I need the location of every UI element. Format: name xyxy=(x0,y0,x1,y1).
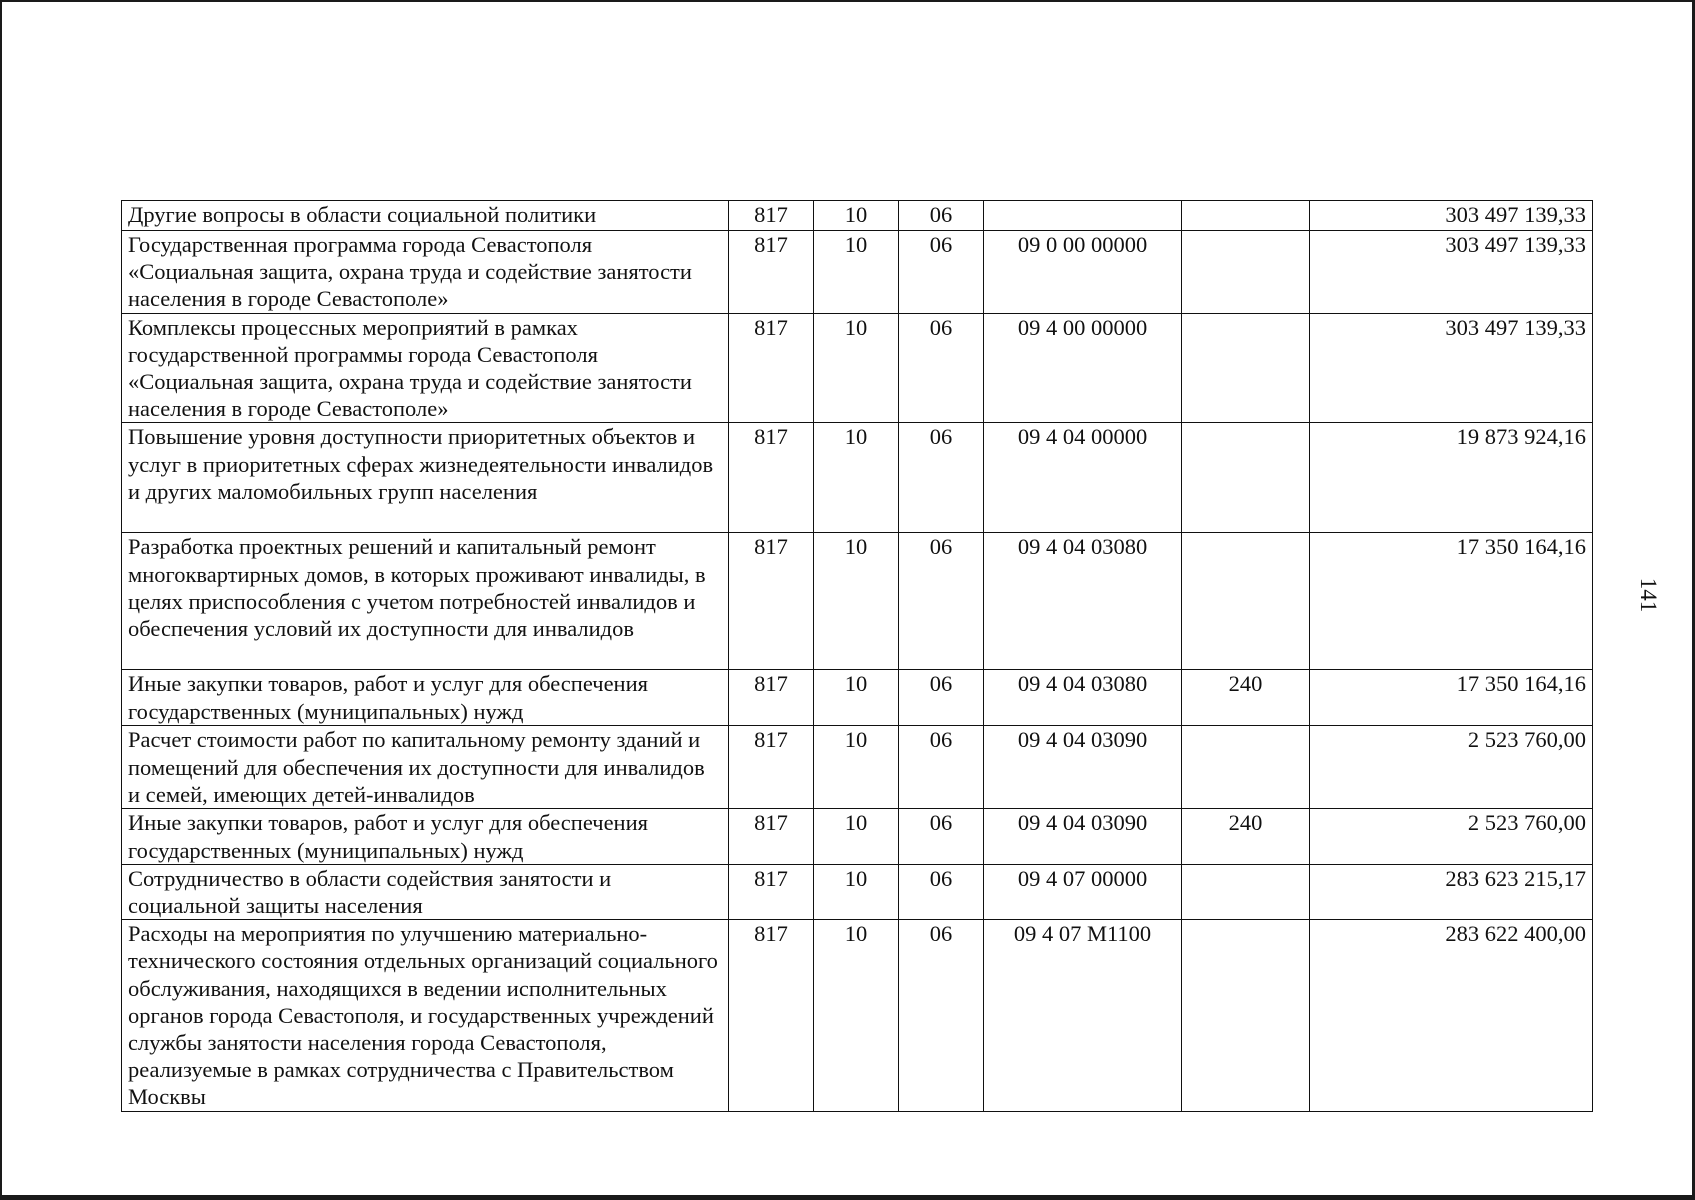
row-pr: 06 xyxy=(899,533,984,670)
row-vr xyxy=(1182,313,1310,423)
row-name: Комплексы процессных мероприятий в рамках государственной программы города Севастополя «Социальная защита, охрана труда и содействие занятости населения в городе Севастополе» xyxy=(122,313,729,423)
row-rz: 10 xyxy=(814,231,899,314)
row-name: Иные закупки товаров, работ и услуг для обеспечения государственных (муниципальных) нужд xyxy=(122,809,729,864)
row-sum: 303 497 139,33 xyxy=(1310,231,1593,314)
row-rz: 10 xyxy=(814,423,899,533)
row-rz: 10 xyxy=(814,670,899,726)
table-row xyxy=(122,920,1593,1112)
table-row xyxy=(122,864,1593,919)
row-pr: 06 xyxy=(899,864,984,919)
row-rz: 10 xyxy=(814,201,899,231)
table-row xyxy=(122,809,1593,864)
row-sum: 2 523 760,00 xyxy=(1310,809,1593,864)
row-vr xyxy=(1182,533,1310,670)
row-pr: 06 xyxy=(899,423,984,533)
row-pr: 06 xyxy=(899,201,984,231)
row-pr: 06 xyxy=(899,920,984,1112)
row-csr: 09 4 04 00000 xyxy=(984,423,1182,533)
row-vr xyxy=(1182,864,1310,919)
row-sum: 283 623 215,17 xyxy=(1310,864,1593,919)
row-ved: 817 xyxy=(729,920,814,1112)
row-pr: 06 xyxy=(899,726,984,809)
row-rz: 10 xyxy=(814,920,899,1112)
row-sum: 303 497 139,33 xyxy=(1310,201,1593,231)
row-ved: 817 xyxy=(729,423,814,533)
table-row xyxy=(122,423,1593,533)
table-row xyxy=(122,670,1593,726)
row-sum: 17 350 164,16 xyxy=(1310,533,1593,670)
row-vr: 240 xyxy=(1182,809,1310,864)
row-vr xyxy=(1182,726,1310,809)
row-sum: 303 497 139,33 xyxy=(1310,313,1593,423)
row-name: Сотрудничество в области содействия занятости и социальной защиты населения xyxy=(122,864,729,919)
budget-table xyxy=(121,200,1593,1112)
row-ved: 817 xyxy=(729,231,814,314)
row-name: Государственная программа города Севастополя «Социальная защита, охрана труда и содействие занятости населения в городе Севастополе» xyxy=(122,231,729,314)
row-csr xyxy=(984,201,1182,231)
scan-edge-top xyxy=(0,0,1695,2)
row-ved: 817 xyxy=(729,809,814,864)
row-csr: 09 4 04 03090 xyxy=(984,809,1182,864)
row-vr: 240 xyxy=(1182,670,1310,726)
row-sum: 17 350 164,16 xyxy=(1310,670,1593,726)
row-csr: 09 4 07 00000 xyxy=(984,864,1182,919)
row-pr: 06 xyxy=(899,670,984,726)
row-vr xyxy=(1182,920,1310,1112)
row-name: Повышение уровня доступности приоритетных объектов и услуг в приоритетных сферах жизнедеятельности инвалидов и других маломобильных групп населения xyxy=(122,423,729,533)
page-number: 141 xyxy=(1636,577,1661,613)
row-name: Расчет стоимости работ по капитальному ремонту зданий и помещений для обеспечения их доступности для инвалидов и семей, имеющих детей-инвалидов xyxy=(122,726,729,809)
row-sum: 283 622 400,00 xyxy=(1310,920,1593,1112)
table-row xyxy=(122,533,1593,670)
row-name: Расходы на мероприятия по улучшению материально-технического состояния отдельных организаций социального обслуживания, находящихся в ведении исполнительных органов города Севастополя, и государственных учреждений службы занятости населения города Севастополя, реализуемые в рамках сотрудничества с Правительством Москвы xyxy=(122,920,729,1112)
row-vr xyxy=(1182,201,1310,231)
row-name: Другие вопросы в области социальной политики xyxy=(122,201,729,231)
row-pr: 06 xyxy=(899,231,984,314)
row-csr: 09 4 07 М1100 xyxy=(984,920,1182,1112)
row-csr: 09 4 04 03090 xyxy=(984,726,1182,809)
row-vr xyxy=(1182,231,1310,314)
row-ved: 817 xyxy=(729,201,814,231)
row-rz: 10 xyxy=(814,726,899,809)
row-csr: 09 4 04 03080 xyxy=(984,533,1182,670)
scan-edge-left xyxy=(0,0,2,1200)
row-ved: 817 xyxy=(729,313,814,423)
row-ved: 817 xyxy=(729,726,814,809)
row-rz: 10 xyxy=(814,533,899,670)
table-row xyxy=(122,313,1593,423)
row-csr: 09 4 00 00000 xyxy=(984,313,1182,423)
row-csr: 09 4 04 03080 xyxy=(984,670,1182,726)
row-ved: 817 xyxy=(729,670,814,726)
row-name: Иные закупки товаров, работ и услуг для обеспечения государственных (муниципальных) нужд xyxy=(122,670,729,726)
row-vr xyxy=(1182,423,1310,533)
row-ved: 817 xyxy=(729,533,814,670)
row-sum: 2 523 760,00 xyxy=(1310,726,1593,809)
row-pr: 06 xyxy=(899,313,984,423)
row-csr: 09 0 00 00000 xyxy=(984,231,1182,314)
row-ved: 817 xyxy=(729,864,814,919)
row-name: Разработка проектных решений и капитальный ремонт многоквартирных домов, в которых проживают инвалиды, в целях приспособления с учетом потребностей инвалидов и обеспечения условий их доступности для инвалидов xyxy=(122,533,729,670)
row-pr: 06 xyxy=(899,809,984,864)
table-row xyxy=(122,726,1593,809)
scan-edge-bottom xyxy=(0,1195,1695,1200)
row-rz: 10 xyxy=(814,313,899,423)
table-row xyxy=(122,231,1593,314)
table-row xyxy=(122,201,1593,231)
row-sum: 19 873 924,16 xyxy=(1310,423,1593,533)
row-rz: 10 xyxy=(814,864,899,919)
row-rz: 10 xyxy=(814,809,899,864)
